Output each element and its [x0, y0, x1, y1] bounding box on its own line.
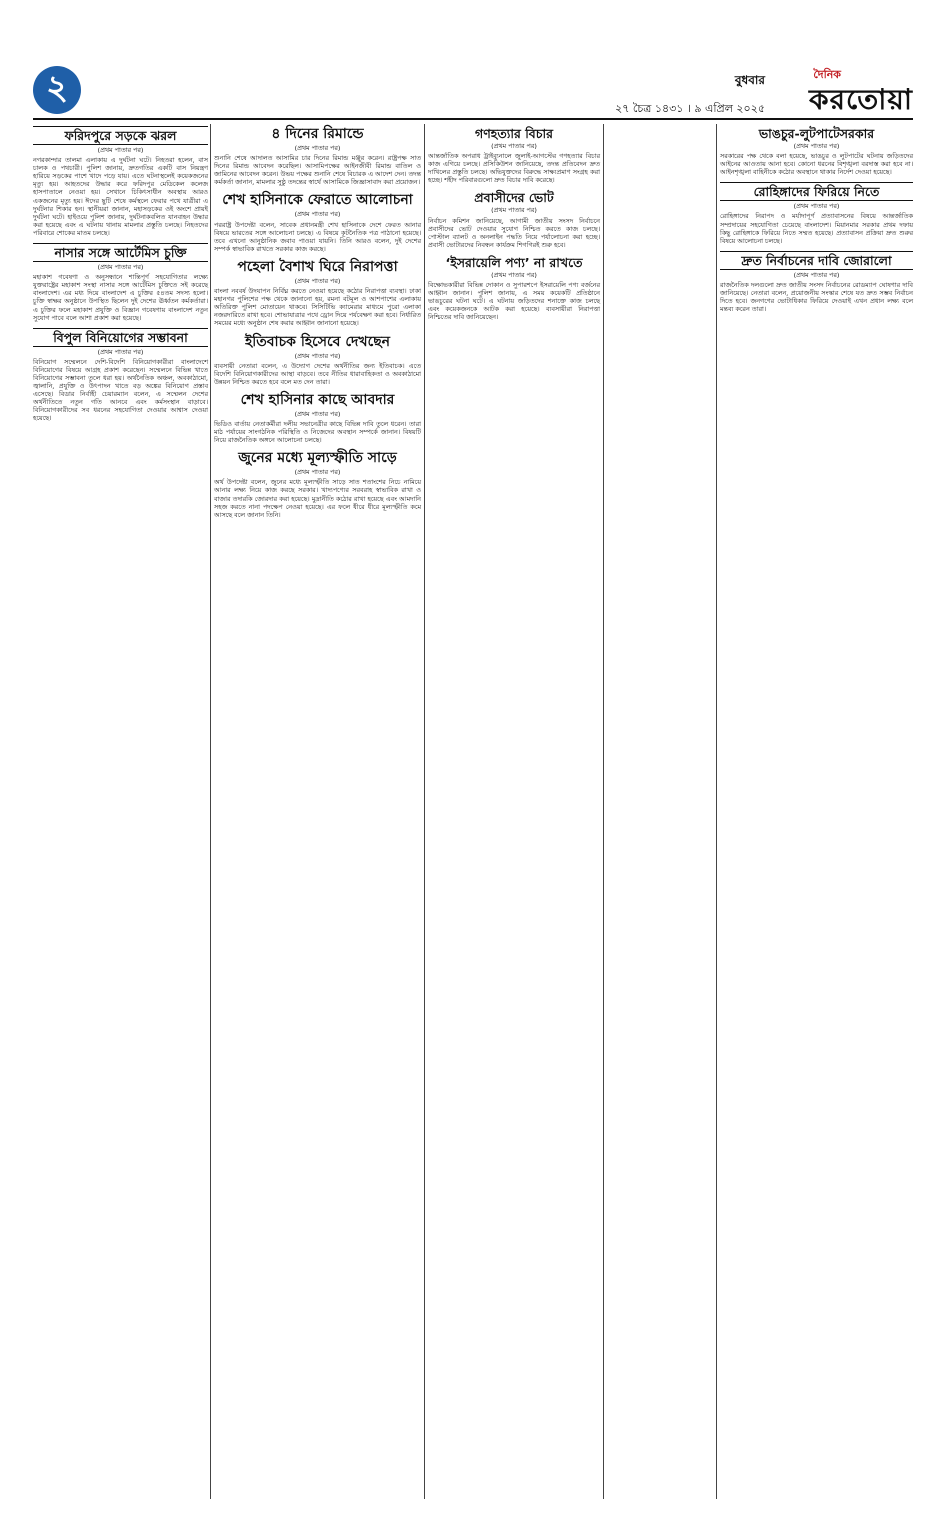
logo-main-text: করতোয়া [809, 83, 913, 116]
article-body: অর্থ উপদেষ্টা বলেন, জুনের মধ্যে মূল্যস্ফীতি সাড়ে সাত শতাংশের নিচে নামিয়ে আনার লক্ষ্য নিয়ে কাজ করছে সরকার। খাদ্যপণ্যের সরবরাহ স্বাভাবিক রাখা ও বাজার তদারকি জোরদার করা হয়েছে। মুদ্রানীতি কঠোর রাখা হয়েছে এবং আমদানি সহজ করতে নানা পদক্ষেপ নেওয়া হয়েছে। এর ফলে ধীরে ধীরে মূল্যস্ফীতি কমে আসছে বলে জানান তিনি। [214, 478, 421, 519]
article-vandalism [720, 126, 913, 176]
day-label: বুধবার [734, 73, 765, 87]
subline: (প্রথম পাতার পর) [97, 263, 144, 272]
article-body: নির্বাচন কমিশন জানিয়েছে, আগামী জাতীয় সংসদ নির্বাচনে প্রবাসীদের ভোট দেওয়ার সুযোগ নিশ্চিত করতে কাজ চলছে। পোস্টাল ব্যালট ও অনলাইন পদ্ধতি নিয়ে পর্যালোচনা করা হচ্ছে। প্রবাসী ভোটারদের নিবন্ধন কার্যক্রম শিগগিরই শুরু হবে। [428, 216, 600, 249]
headline: ৪ দিনের রিমান্ডে [271, 126, 364, 142]
article-faridpur [33, 126, 208, 237]
headline: জুনের মধ্যে মূল্যস্ফীতি সাড়ে [238, 450, 397, 467]
subline: (প্রথম পাতার পর) [294, 409, 341, 418]
subline: (প্রথম পাতার পর) [294, 351, 341, 360]
article-election [720, 251, 913, 313]
article-body: সরকারের পক্ষ থেকে বলা হয়েছে, ভাঙচুর ও লুটপাটের ঘটনায় জড়িতদের আইনের আওতায় আনা হবে। কোনো ধরনের বিশৃঙ্খলা বরদাস্ত করা হবে না। আইনশৃঙ্খলা বাহিনীকে কঠোর অবস্থানে থাকার নির্দেশ দেওয়া হয়েছে। [720, 152, 913, 177]
column-divider [603, 124, 604, 1499]
article-body: ব্যবসায়ী নেতারা বলেন, এ উদ্যোগ দেশের অর্থনীতির জন্য ইতিবাচক। এতে বিদেশি বিনিয়োগকারীদের আস্থা বাড়বে। তবে নীতির ধারাবাহিকতা ও অবকাঠামো উন্নয়ন নিশ্চিত করতে হবে বলে মত দেন তারা। [214, 361, 421, 386]
column-divider [210, 124, 211, 1499]
subline: (প্রথম পাতার পর) [491, 206, 537, 215]
article-remand [214, 126, 421, 186]
headline: প্রবাসীদের ভোট [474, 190, 554, 206]
article-hasina-plea [214, 392, 421, 444]
article-boishakh [214, 259, 421, 328]
headline: বিপুল বিনিয়োগের সম্ভাবনা [33, 328, 208, 347]
subline: (প্রথম পাতার পর) [97, 146, 144, 154]
article-inflation [214, 450, 421, 519]
article-expat-vote [428, 190, 600, 248]
headline: ইতিবাচক হিসেবে দেখছেন [244, 333, 391, 350]
article-body: পররাষ্ট্র উপদেষ্টা বলেন, সাবেক প্রধানমন্ত্রী শেখ হাসিনাকে দেশে ফেরত আনার বিষয়ে ভারতের সঙ্গে আলোচনা চলছে। এ বিষয়ে কূটনৈতিক পত্র পাঠানো হয়েছে। তবে এখনো আনুষ্ঠানিক জবাব পাওয়া যায়নি। তিনি আরও বলেন, দুই দেশের সম্পর্ক স্বাভাবিক রাখতে সরকার কাজ করছে। [214, 220, 421, 253]
article-genocide-trial [428, 126, 600, 184]
subline: (প্রথম পাতার পর) [793, 142, 840, 150]
page-number-badge: ২ [33, 66, 81, 114]
subline: (প্রথম পাতার পর) [294, 468, 341, 477]
subline: (প্রথম পাতার পর) [97, 347, 144, 356]
subline: (প্রথম পাতার পর) [491, 142, 537, 150]
subline: (প্রথম পাতার পর) [491, 270, 537, 279]
headline: নাসার সঙ্গে আর্টেমিস চুক্তি [33, 243, 208, 262]
article-body: বিক্ষোভকারীরা বিভিন্ন দোকান ও সুপারশপে ইসরায়েলি পণ্য বর্জনের আহ্বান জানান। পুলিশ জানায়, এ সময় কয়েকটি প্রতিষ্ঠানে ভাঙচুরের ঘটনা ঘটে। এ ঘটনায় জড়িতদের শনাক্তে কাজ চলছে এবং কয়েকজনকে আটক করা হয়েছে। ব্যবসায়ীরা নিরাপত্তা নিশ্চিতের দাবি জানিয়েছেন। [428, 281, 600, 322]
column-2 [214, 124, 421, 525]
article-body: আন্তর্জাতিক অপরাধ ট্রাইব্যুনালে জুলাই-আগস্টের গণহত্যার বিচার কাজ এগিয়ে চলছে। প্রসিকিউশন জানিয়েছে, তদন্ত প্রতিবেদন দ্রুত দাখিলের প্রস্তুতি চলছে। অভিযুক্তদের বিরুদ্ধে সাক্ষ্যপ্রমাণ সংগ্রহ করা হচ্ছে। শহীদ পরিবারগুলো দ্রুত বিচার দাবি করেছে। [428, 152, 600, 185]
article-body: রোহিঙ্গাদের নিরাপদ ও মর্যাদাপূর্ণ প্রত্যাবাসনের বিষয়ে আন্তর্জাতিক সম্প্রদায়ের সহযোগিতা চেয়েছে বাংলাদেশ। মিয়ানমার সরকার প্রথম দফায় কিছু রোহিঙ্গাকে ফিরিয়ে নিতে সম্মত হয়েছে। প্রত্যাবাসন প্রক্রিয়া দ্রুত শুরুর বিষয়ে আলোচনা চলছে। [720, 212, 913, 245]
headline: শেখ হাসিনাকে ফেরাতে আলোচনা [222, 192, 413, 209]
subline: (প্রথম পাতার পর) [294, 276, 341, 285]
column-divider [716, 124, 717, 1499]
article-historic [214, 334, 421, 386]
article-body: বিনিয়োগ সম্মেলনে দেশি-বিদেশি বিনিয়োগকারীরা বাংলাদেশে বিনিয়োগের বিষয়ে আগ্রহ প্রকাশ করেছেন। সম্মেলনে বিভিন্ন খাতে বিনিয়োগের সম্ভাবনা তুলে ধরা হয়। অর্থনৈতিক অঞ্চল, অবকাঠামো, জ্বালানি, প্রযুক্তি ও উৎপাদন খাতে বড় অঙ্কের বিনিয়োগ প্রস্তাব এসেছে। বিডার নির্বাহী চেয়ারম্যান বলেন, এ সম্মেলন দেশের অর্থনীতিতে নতুন গতি আনবে এবং কর্মসংস্থান বাড়াবে। বিনিয়োগকারীদের সব ধরনের সহযোগিতা দেওয়ার আশ্বাস দেওয়া হয়েছে। [33, 357, 208, 423]
headline: শেখ হাসিনার কাছে আবদার [240, 391, 395, 408]
masthead-divider [33, 118, 913, 120]
article-body: শুনানি শেষে আদালত আসামির চার দিনের রিমান্ড মঞ্জুর করেন। রাষ্ট্রপক্ষ সাত দিনের রিমান্ড আবেদন করেছিল। আসামিপক্ষের আইনজীবী রিমান্ড বাতিল ও জামিনের আবেদন করেন। উভয় পক্ষের শুনানি শেষে বিচারক এ আদেশ দেন। তদন্ত কর্মকর্তা জানান, মামলার সুষ্ঠু তদন্তের স্বার্থে আসামিকে জিজ্ঞাসাবাদ করা প্রয়োজন। [214, 154, 421, 187]
headline: ‘ইসরায়েলি পণ্য’ না রাখতে [445, 254, 583, 270]
article-body: রাজনৈতিক দলগুলো দ্রুত জাতীয় সংসদ নির্বাচনের রোডম্যাপ ঘোষণার দাবি জানিয়েছে। নেতারা বলেন, প্রয়োজনীয় সংস্কার শেষে যত দ্রুত সম্ভব নির্বাচন দিতে হবে। জনগণের ভোটাধিকার ফিরিয়ে দেওয়াই এখন প্রধান লক্ষ্য বলে মন্তব্য করেন তারা। [720, 280, 913, 314]
newspaper-logo [763, 66, 913, 114]
article-rohingya [720, 182, 913, 244]
column-3 [428, 124, 600, 328]
subline: (প্রথম পাতার পর) [793, 202, 840, 211]
column-divider [424, 124, 425, 1499]
column-5 [720, 124, 913, 319]
subline: (প্রথম পাতার পর) [294, 210, 341, 219]
date-label: ২৭ চৈত্র ১৪৩১ । ৯ এপ্রিল ২০২৫ [615, 102, 765, 115]
article-hasina-return [214, 192, 421, 252]
article-nasa [33, 243, 208, 322]
headline: ফরিদপুরে সড়কে ঝরল [33, 126, 208, 145]
article-body: মহাকাশ গবেষণা ও অনুসন্ধানে শান্তিপূর্ণ সহযোগিতার লক্ষ্যে যুক্তরাষ্ট্রের মহাকাশ সংস্থা নাসার সঙ্গে আর্টেমিস চুক্তিতে সই করেছে বাংলাদেশ। এর মধ্য দিয়ে বাংলাদেশ এ চুক্তির ৫৪তম সদস্য হলো। চুক্তি স্বাক্ষর অনুষ্ঠানে উপস্থিত ছিলেন দুই দেশের ঊর্ধ্বতন কর্মকর্তারা। এ চুক্তির ফলে মহাকাশ প্রযুক্তি ও বিজ্ঞান গবেষণায় বাংলাদেশ নতুন সুযোগ পাবে বলে আশা প্রকাশ করা হয়েছে। [33, 273, 208, 322]
subline: (প্রথম পাতার পর) [294, 144, 341, 152]
subline: (প্রথম পাতার পর) [793, 270, 840, 279]
article-body: বাংলা নববর্ষ উদযাপন নির্বিঘ্ন করতে নেওয়া হয়েছে কঠোর নিরাপত্তা ব্যবস্থা। ঢাকা মহানগর পুলিশের পক্ষ থেকে জানানো হয়, রমনা বটমূল ও আশপাশের এলাকায় অতিরিক্ত পুলিশ মোতায়েন থাকবে। সিসিটিভি ক্যামেরার মাধ্যমে পুরো এলাকা নজরদারিতে রাখা হবে। শোভাযাত্রার পথে ড্রোন দিয়ে পর্যবেক্ষণ করা হবে। নির্ধারিত সময়ের মধ্যে অনুষ্ঠান শেষ করার আহ্বান জানানো হয়েছে। [214, 287, 421, 328]
headline: গণহত্যার বিচার [475, 126, 553, 141]
article-investment [33, 328, 208, 423]
headline: পহেলা বৈশাখ ঘিরে নিরাপত্তা [237, 258, 398, 275]
masthead [0, 0, 945, 118]
logo-small-text: দৈনিক [813, 68, 841, 81]
article-body: ভিডিও বার্তায় নেতাকর্মীরা দলীয় সভানেত্রীর কাছে বিভিন্ন দাবি তুলে ধরেন। তারা মাঠ পর্যায়ের সাংগঠনিক পরিস্থিতি ও নিজেদের অবস্থান সম্পর্কে জানান। বিষয়টি নিয়ে রাজনৈতিক অঙ্গনে আলোচনা চলছে। [214, 419, 421, 445]
headline: দ্রুত নির্বাচনের দাবি জোরালো [720, 251, 913, 270]
article-israel [428, 255, 600, 322]
column-1 [33, 124, 208, 429]
article-body: নগরকান্দার তালমা এলাকায় এ দুর্ঘটনা ঘটে। নিহতরা হলেন, বাস চালক ও পথচারী। পুলিশ জানায়, দ্রুতগতির একটি বাস নিয়ন্ত্রণ হারিয়ে সড়কের পাশে খাদে পড়ে যায়। এতে ঘটনাস্থলেই কয়েকজনের মৃত্যু হয়। আহতদের উদ্ধার করে ফরিদপুর মেডিকেল কলেজ হাসপাতালে নেওয়া হয়। সেখানে চিকিৎসাধীন অবস্থায় আরও একজনের মৃত্যু হয়। ঈদের ছুটি শেষে কর্মস্থলে ফেরার পথে যাত্রীরা এ দুর্ঘটনার শিকার হন। স্থানীয়রা জানান, মহাসড়কের ওই অংশে প্রায়ই দুর্ঘটনা ঘটে। হাইওয়ে পুলিশ জানায়, দুর্ঘটনাকবলিত যানবাহন উদ্ধার করা হয়েছে এবং এ ঘটনায় থানায় মামলার প্রস্তুতি চলছে। নিহতদের পরিবারে শোকের মাতম চলছে। [33, 156, 208, 237]
headline: ভাঙচুর-লুটপাটেসরকার [758, 126, 875, 141]
headline: রোহিঙ্গাদের ফিরিয়ে নিতে [720, 182, 913, 201]
